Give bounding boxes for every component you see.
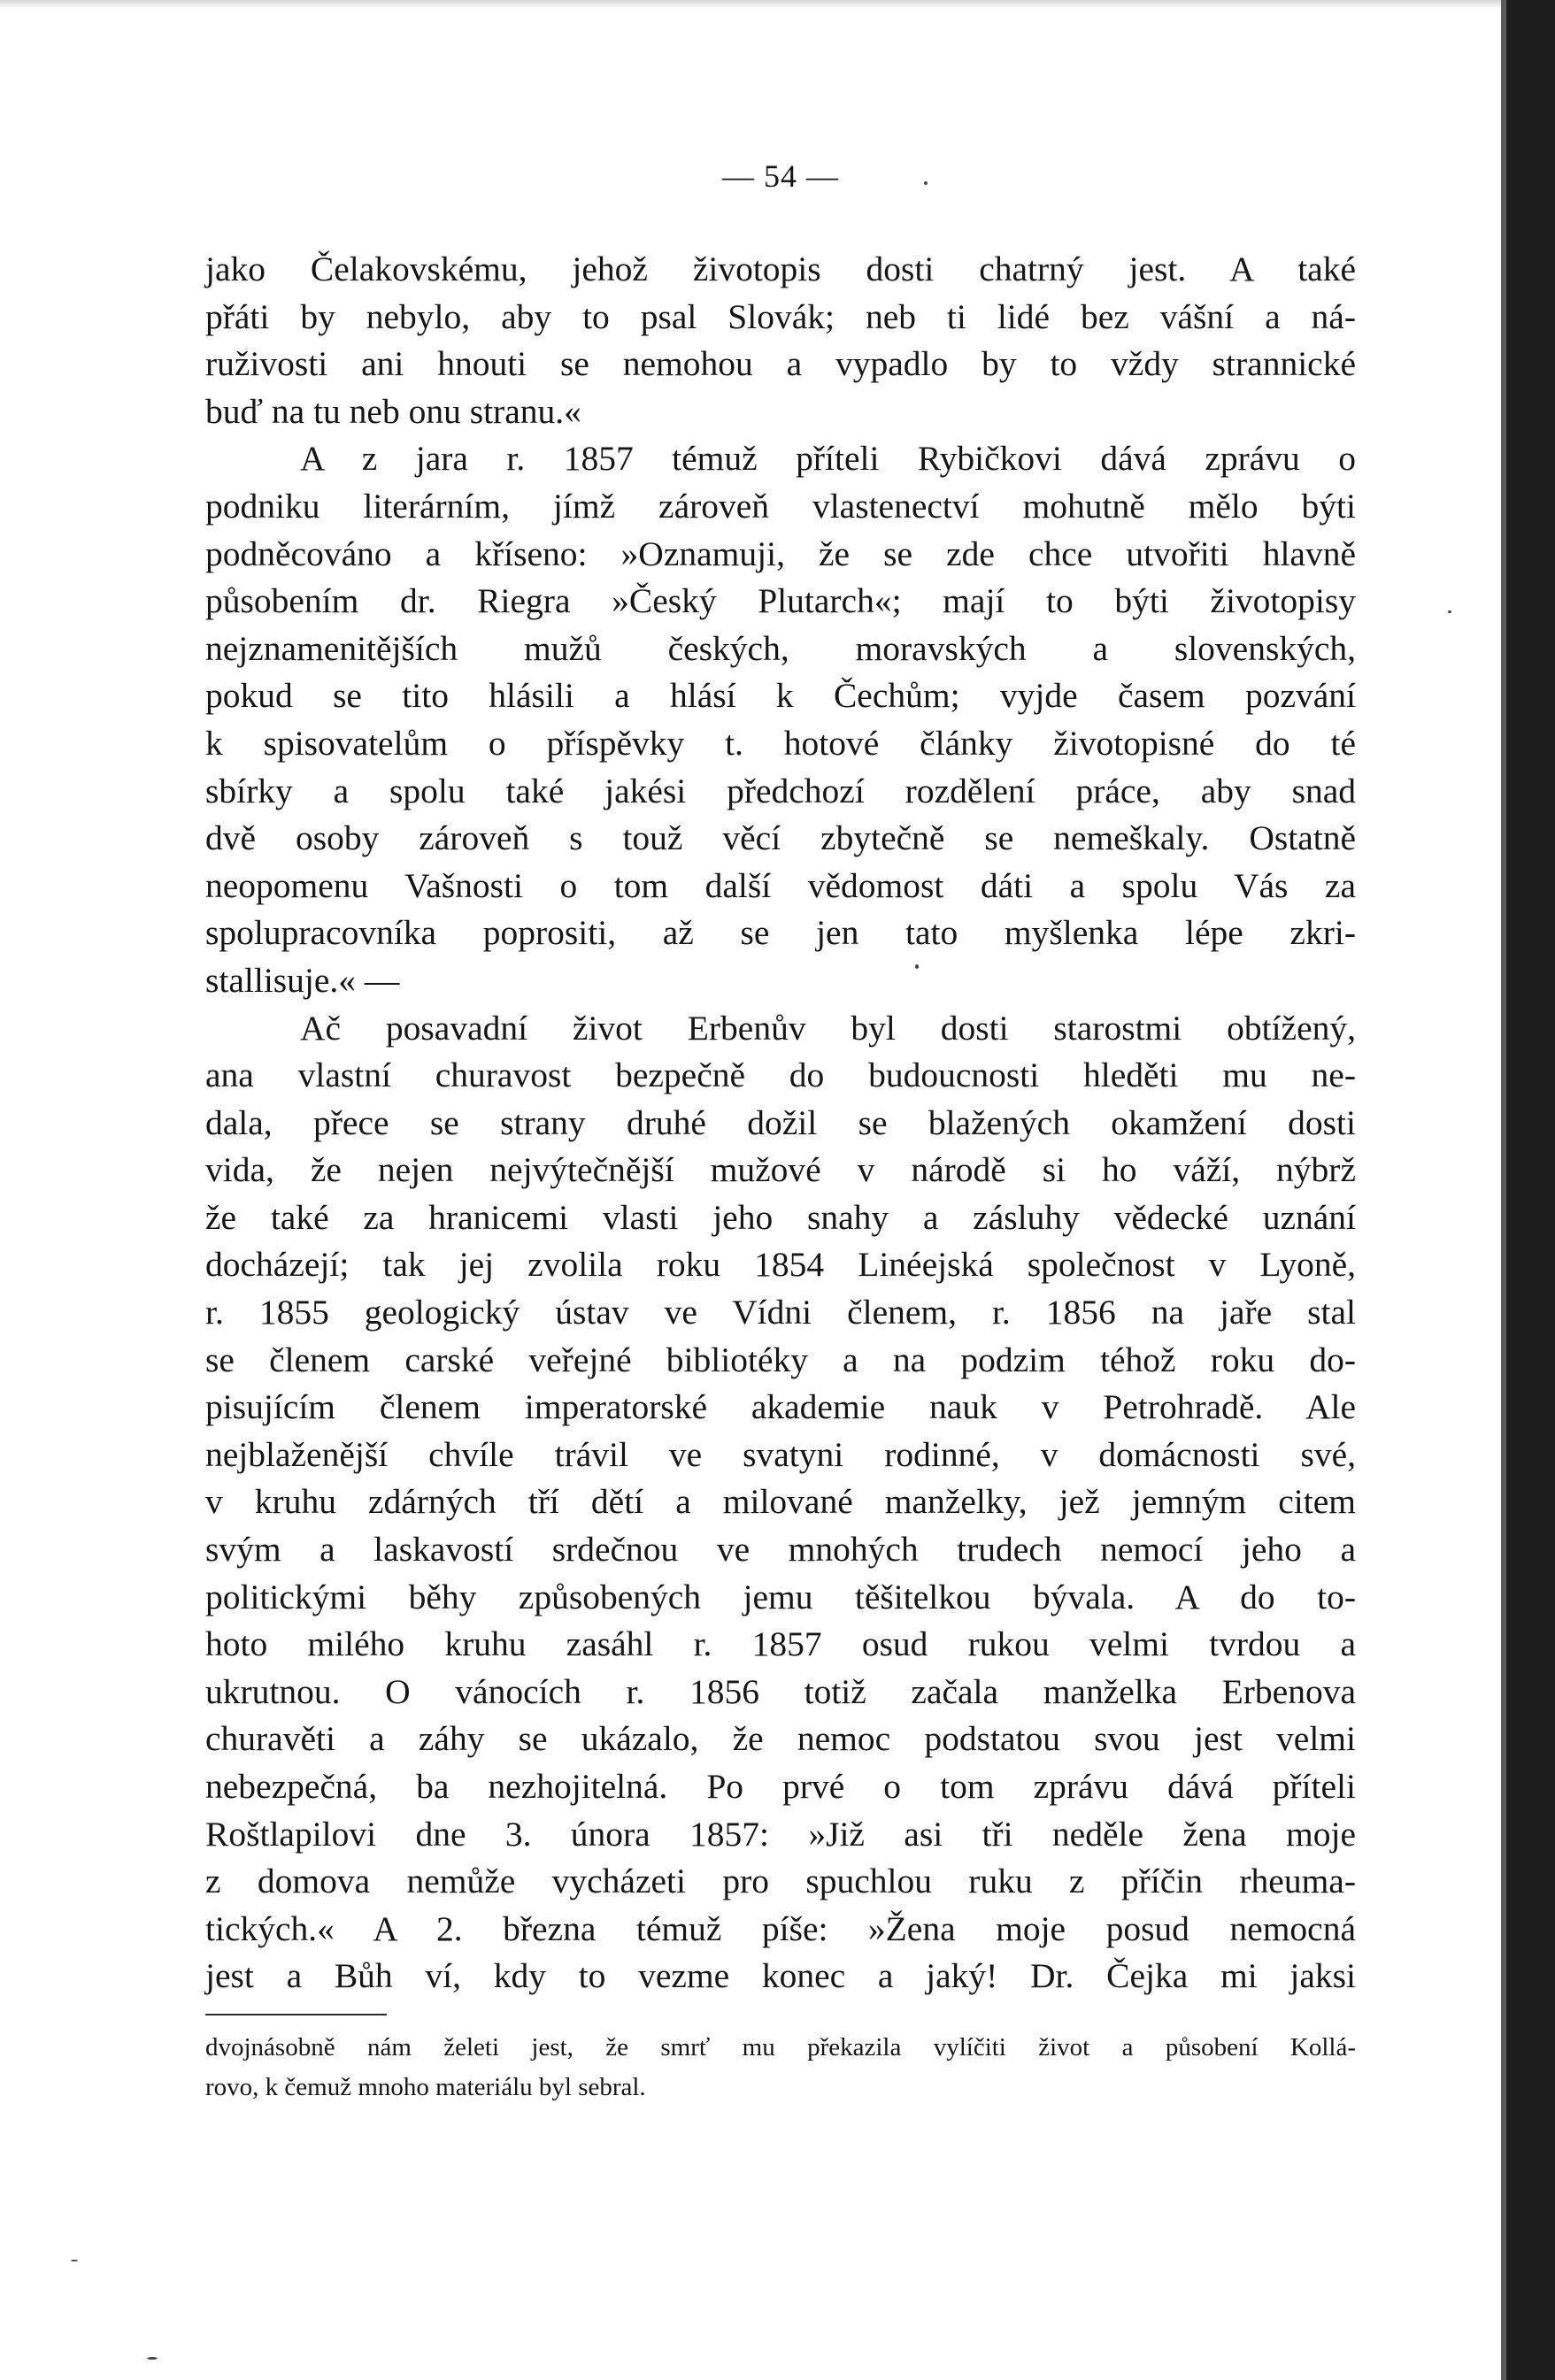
footnote [205, 2028, 1356, 2107]
scan-speck [71, 2260, 78, 2261]
text-line: docházejí; tak jej zvolila roku 1854 Linéejská společnost v Lyoně, [205, 1245, 1356, 1285]
text-line: pokud se tito hlásili a hlásí k Čechům; vyjde časem pozvání [205, 676, 1356, 716]
text-line: dvě osoby zároveň s touž věcí zbytečně se nemeškaly. Ostatně [205, 818, 1356, 858]
text-line: vida, že nejen nejvýtečnější mužové v národě si ho váží, nýbrž [205, 1150, 1356, 1190]
body-text [205, 246, 1356, 2000]
text-line: podniku literárním, jímž zároveň vlastenectví mohutně mělo býti [205, 486, 1356, 526]
scan-top-shadow [0, 0, 1555, 9]
text-line: přáti by nebylo, aby to psal Slovák; neb ti lidé bez vášní a ná- [205, 296, 1356, 336]
text-line: nebezpečná, ba nezhojitelná. Po prvé o tom zprávu dává příteli [205, 1767, 1356, 1806]
scan-speck [147, 2357, 158, 2360]
scan-speck [1448, 610, 1451, 613]
text-line: dala, přece se strany druhé dožil se blažených okamžení dosti [205, 1102, 1356, 1142]
text-line: že také za hranicemi vlasti jeho snahy a zásluhy vědecké uznání [205, 1197, 1356, 1237]
text-line: nejznamenitějších mužů českých, moravských a slovenských, [205, 628, 1356, 668]
text-line: sbírky a spolu také jakési předchozí rozdělení práce, aby snad [205, 771, 1356, 810]
text-line: jest a Bůh ví, kdy to vezme konec a jaký! Dr. Čejka mi jaksi [205, 1956, 1356, 1996]
page-number: — 54 — [722, 158, 839, 194]
scan-dark-border [1506, 0, 1555, 2380]
text-line: buď na tu neb onu stranu.« [205, 391, 581, 431]
scan-speck [915, 964, 919, 969]
text-line: jako Čelakovskému, jehož životopis dosti chatrný jest. A také [205, 250, 1356, 288]
paragraph-start-line: Ač posavadní život Erbenův byl dosti starostmi obtížený, [300, 1008, 1356, 1048]
text-line: Roštlapilovi dne 3. února 1857: »Již asi tři neděle žena moje [205, 1814, 1356, 1854]
text-line: se členem carské veřejné bibliotéky a na podzim téhož roku do- [205, 1340, 1356, 1379]
text-line: r. 1855 geologický ústav ve Vídni členem, r. 1856 na jaře stal [205, 1293, 1356, 1332]
text-line: churavěti a záhy se ukázalo, že nemoc podstatou svou jest velmi [205, 1719, 1356, 1759]
text-line: tických.« A 2. března témuž píše: »Žena moje posud nemocná [205, 1908, 1356, 1948]
scan-speck [924, 181, 928, 185]
text-line: spolupracovníka poprositi, až se jen tato myšlenka lépe zkri- [205, 913, 1356, 953]
paragraph-start-line: A z jara r. 1857 témuž příteli Rybičkovi dává zprávu o [300, 439, 1356, 479]
text-line: pisujícím členem imperatorské akademie nauk v Petrohradě. Ale [205, 1387, 1356, 1427]
text-line: ana vlastní churavost bezpečně do budoucnosti hleděti mu ne- [205, 1056, 1356, 1095]
text-line: k spisovatelům o příspěvky t. hotové články životopisné do té [205, 723, 1356, 763]
text-line: podněcováno a křísenо: »Oznamuji, že se zde chce utvořiti hlavně [205, 534, 1356, 573]
text-line: politickými běhy způsobených jemu těšitelkou bývala. A do to- [205, 1577, 1356, 1616]
text-line: působením dr. Riegra »Český Plutarch«; mají to býti životopisy [205, 581, 1356, 621]
text-line: ukrutnou. O vánocích r. 1856 totiž začala manželka Erbenova [205, 1671, 1356, 1711]
text-line: v kruhu zdárných tří dětí a milované manželky, jež jemným citem [205, 1482, 1356, 1522]
text-line: ruživosti ani hnouti se nemohou a vypadlo by to vždy strannické [205, 344, 1356, 384]
text-line: neopomenu Vašnosti o tom další vědomost dáti a spolu Vás za [205, 865, 1356, 905]
text-line: hoto milého kruhu zasáhl r. 1857 osud rukou velmi tvrdou a [205, 1624, 1356, 1664]
footnote-separator [205, 2014, 387, 2015]
text-line: nejblaženější chvíle trávil ve svatyni rodinné, v domácnosti své, [205, 1434, 1356, 1474]
footnote-line: dvojnásobně nám želeti jest, že smrť mu překazila vylíčiti život a působení Kollá- [205, 2033, 1356, 2061]
footnote-line: rovo, k čemuž mnoho materiálu byl sebral. [205, 2073, 646, 2101]
text-line: z domova nemůže vycházeti pro spuchlou ruku z příčin rheuma- [205, 1862, 1356, 1901]
text-line: svým a laskavostí srdečnou ve mnohých trudech nemocí jeho a [205, 1530, 1356, 1570]
text-line: stallisuje.« — [205, 960, 400, 1000]
